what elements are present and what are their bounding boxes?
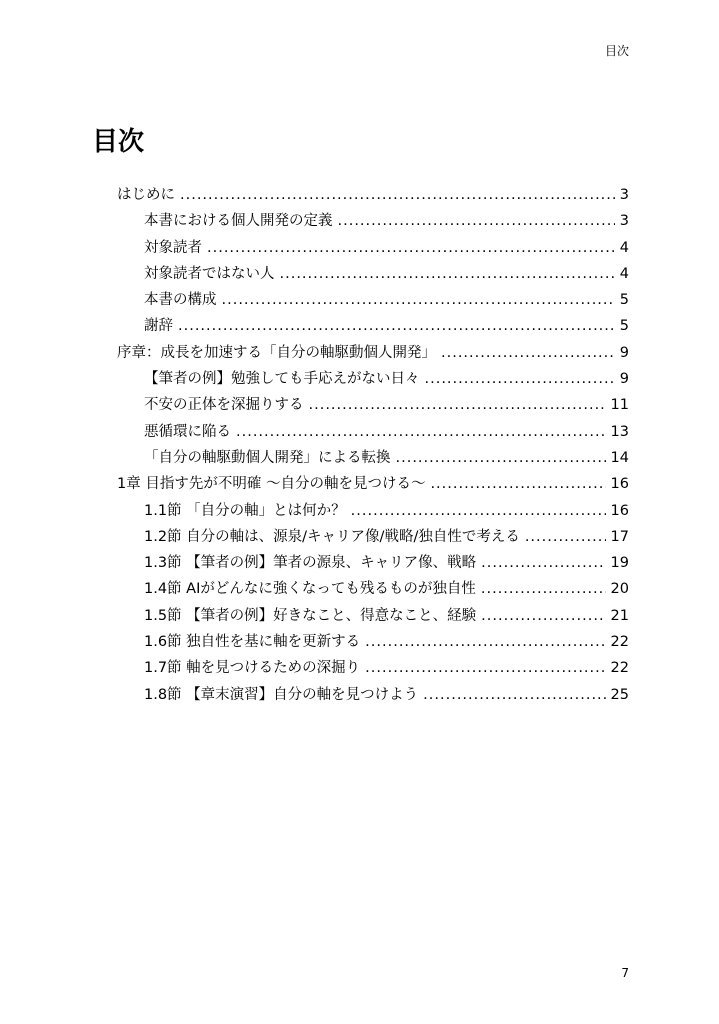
toc-entry-page: 3	[619, 213, 629, 230]
toc-entry[interactable]	[117, 682, 629, 708]
toc-entry-page: 20	[610, 581, 629, 598]
toc-entry-page: 11	[610, 397, 629, 414]
toc-entry-label: 1.8節 【章末演習】自分の軸を見つけよう	[144, 686, 419, 703]
toc-entry[interactable]	[117, 419, 629, 445]
toc-entry-page: 13	[610, 423, 629, 440]
dot-leader	[236, 419, 606, 445]
dot-leader	[178, 313, 615, 339]
toc-entry-page: 14	[610, 449, 629, 466]
toc-entry[interactable]	[117, 287, 629, 313]
toc-entry-label: 1.7節 軸を見つけるための深掘り	[144, 660, 361, 677]
toc-entry[interactable]	[117, 445, 629, 471]
toc-entry-page: 17	[610, 528, 629, 545]
toc-entry-label: 対象読者	[144, 239, 202, 256]
toc-entry-label: 1.1節 「自分の軸」とは何か？	[144, 502, 346, 519]
toc-entry-page: 4	[619, 239, 629, 256]
dot-leader	[423, 682, 605, 708]
dot-leader	[309, 392, 606, 418]
dot-leader	[365, 629, 605, 655]
toc-entry[interactable]	[117, 576, 629, 602]
toc-entry-label: 1.4節 AIがどんなに強くなっても残るものが独自性	[144, 581, 476, 598]
toc-entry[interactable]	[117, 235, 629, 261]
toc-entry-page: 22	[610, 660, 629, 677]
toc-entry[interactable]	[117, 629, 629, 655]
toc-entry[interactable]	[117, 340, 629, 366]
dot-leader	[525, 524, 606, 550]
toc-entry-label: 1.3節 【筆者の例】筆者の源泉、キャリア像、戦略	[144, 555, 477, 572]
dot-leader	[365, 655, 605, 681]
toc-entry[interactable]	[117, 392, 629, 418]
toc-entry-page: 9	[619, 344, 629, 361]
toc-entry-page: 21	[610, 607, 629, 624]
toc-entry[interactable]	[117, 261, 629, 287]
toc-entry-label: 【筆者の例】勉強しても手応えがない日々	[144, 371, 420, 388]
toc-entry-label: 「自分の軸駆動個人開発」による転換	[144, 449, 391, 466]
toc-entry-page: 25	[610, 686, 629, 703]
toc-entry[interactable]	[117, 603, 629, 629]
toc-entry[interactable]	[117, 366, 629, 392]
toc-entry-page: 9	[619, 371, 629, 388]
toc-entry-label: 謝辞	[144, 318, 173, 335]
dot-leader	[351, 498, 606, 524]
toc-entry-label: 悪循環に陥る	[144, 423, 231, 440]
toc-entry-label: はじめに	[117, 187, 175, 203]
dot-leader	[430, 471, 605, 497]
dot-leader	[481, 603, 605, 629]
dot-leader	[481, 576, 606, 602]
toc-entry[interactable]	[117, 471, 629, 497]
toc-entry-label: 不安の正体を深掘りする	[144, 397, 304, 414]
toc-entry-page: 22	[610, 634, 629, 651]
dot-leader	[425, 366, 615, 392]
toc-entry-label: 1.6節 独自性を基に軸を更新する	[144, 634, 361, 651]
toc-entry-label: 本書における個人開発の定義	[144, 213, 333, 230]
toc-entry-label: 対象読者ではない人	[144, 265, 275, 282]
toc-entry[interactable]	[117, 550, 629, 576]
dot-leader	[338, 208, 615, 234]
toc-entry[interactable]	[117, 313, 629, 339]
dot-leader	[280, 261, 615, 287]
toc-entry-page: 19	[610, 555, 629, 572]
toc-entry-page: 5	[619, 292, 629, 309]
toc-entry-page: 16	[610, 476, 629, 493]
toc-entry-page: 5	[619, 318, 629, 335]
dot-leader	[222, 287, 615, 313]
toc-entry-page: 3	[619, 187, 629, 203]
toc-entry-page: 16	[610, 502, 629, 519]
toc-entry[interactable]	[117, 498, 629, 524]
toc-entry-label: 1章 目指す先が不明確 〜自分の軸を見つける〜	[117, 476, 426, 493]
dot-leader	[441, 340, 615, 366]
toc-entry-label: 本書の構成	[144, 292, 217, 309]
toc-entry[interactable]	[117, 182, 629, 208]
dot-leader	[180, 182, 615, 208]
dot-leader	[207, 235, 615, 261]
toc-entry[interactable]	[117, 208, 629, 234]
toc-entry-label: 1.2節 自分の軸は、源泉/キャリア像/戦略/独自性で考える	[144, 528, 520, 545]
table-of-contents	[117, 182, 629, 708]
toc-entry-page: 4	[619, 265, 629, 282]
toc-entry[interactable]	[117, 524, 629, 550]
dot-leader	[481, 550, 605, 576]
page-title: 目次	[92, 127, 145, 157]
toc-entry[interactable]	[117, 655, 629, 681]
page-number: 7	[621, 966, 629, 980]
dot-leader	[396, 445, 606, 471]
toc-entry-label: 序章：成長を加速する「自分の軸駆動個人開発」	[117, 344, 436, 361]
toc-entry-label: 1.5節 【筆者の例】好きなこと、得意なこと、経験	[144, 607, 477, 624]
running-header: 目次	[604, 44, 629, 58]
